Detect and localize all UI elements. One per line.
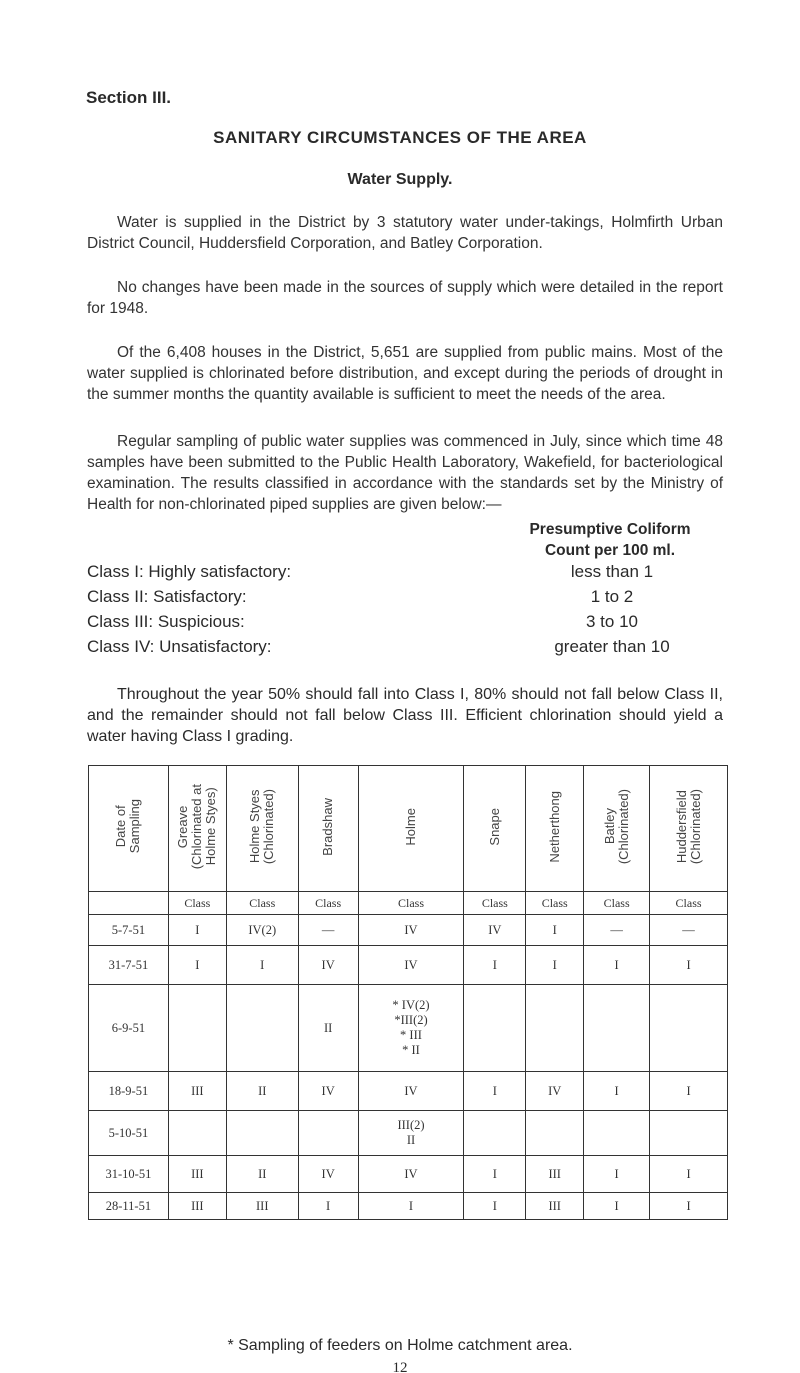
- table-cell: I: [650, 1072, 728, 1111]
- class-definition-row: [87, 637, 717, 661]
- table-cell: —: [584, 915, 650, 946]
- class-range: greater than 10: [554, 637, 670, 656]
- page-title: SANITARY CIRCUMSTANCES OF THE AREA: [213, 128, 587, 147]
- table-cell: III: [168, 1193, 226, 1220]
- table-cell: IV: [298, 1072, 358, 1111]
- table-cell: IV: [358, 1156, 464, 1193]
- table-cell: [526, 1111, 584, 1156]
- table-cell: I: [526, 915, 584, 946]
- table-cell: IV(2): [226, 915, 298, 946]
- section-label: Section III.: [86, 88, 172, 107]
- table-cell: III(2) II: [358, 1111, 464, 1156]
- class-label: Class II: Satisfactory:: [87, 587, 247, 606]
- column-header-bradshaw: Bradshaw: [298, 766, 358, 892]
- table-cell: I: [650, 946, 728, 985]
- column-header-holme-styes: Holme Styes (Chlorinated): [226, 766, 298, 892]
- class-range: 3 to 10: [586, 612, 638, 631]
- table-row: [89, 915, 728, 946]
- table-cell: [584, 985, 650, 1072]
- table-cell: —: [650, 915, 728, 946]
- column-header-huddersfield: Huddersfield (Chlorinated): [650, 766, 728, 892]
- page-number: 12: [392, 1360, 408, 1373]
- table-cell: II: [298, 985, 358, 1072]
- class-range: less than 1: [570, 562, 654, 581]
- column-header-date: Date of Sampling: [89, 766, 169, 892]
- table-cell: I: [168, 946, 226, 985]
- table-cell: III: [168, 1156, 226, 1193]
- paragraph-regular-sampling: Regular sampling of public water supplies was commenced in July, since which time 48 samples have been submitted to the Public Health Laboratory, Wakefield, for bacteriological examination. The results classified in accordance with the standards set by the Ministry of Health for non-chlorinated piped supplies are given below:—: [87, 433, 723, 513]
- table-cell: IV: [358, 946, 464, 985]
- table-cell: I: [650, 1193, 728, 1220]
- table-cell: I: [584, 946, 650, 985]
- table-cell: [650, 1111, 728, 1156]
- table-cell: I: [584, 1072, 650, 1111]
- class-range: 1 to 2: [590, 587, 634, 606]
- table-cell: I: [168, 915, 226, 946]
- table-row: [89, 985, 728, 1072]
- table-cell: I: [226, 946, 298, 985]
- paragraph-houses-supplied: Of the 6,408 houses in the District, 5,651 are supplied from public mains. Most of the water supplied is chlorinated before distribution, and except during the periods of drought in the summer months the quantity available is sufficient to meet the needs of the area.: [87, 344, 723, 403]
- table-cell: [298, 1111, 358, 1156]
- table-cell: III: [526, 1156, 584, 1193]
- table-cell: I: [464, 1156, 526, 1193]
- coliform-heading-line1: Presumptive Coliform: [529, 521, 691, 538]
- paragraph-grading-targets: Throughout the year 50% should fall into Class I, 80% should not fall below Class II, and the remainder should not fall below Class III. Efficient chlorination should yield a water having Class I grading.: [87, 686, 723, 745]
- column-header-holme: Holme: [358, 766, 464, 892]
- class-label-cell: Class: [584, 892, 650, 915]
- page-subtitle: Water Supply.: [347, 171, 453, 188]
- class-label-row: [89, 892, 728, 915]
- column-header-greave: Greave (Chlorinated at Holme Styes): [168, 766, 226, 892]
- table-row: [89, 946, 728, 985]
- table-cell: I: [650, 1156, 728, 1193]
- table-cell: I: [464, 946, 526, 985]
- table-cell: I: [464, 1072, 526, 1111]
- table-cell: I: [584, 1156, 650, 1193]
- class-label-cell: Class: [526, 892, 584, 915]
- table-cell: [226, 985, 298, 1072]
- sampling-date-cell: 5-10-51: [89, 1111, 169, 1156]
- class-definition-row: [87, 562, 717, 586]
- class-definition-row: [87, 612, 717, 636]
- table-cell: IV: [526, 1072, 584, 1111]
- table-cell: I: [298, 1193, 358, 1220]
- table-header-row: [89, 766, 728, 892]
- table-cell: [89, 892, 169, 915]
- table-cell: —: [298, 915, 358, 946]
- class-label: Class III: Suspicious:: [87, 612, 245, 631]
- class-label-cell: Class: [168, 892, 226, 915]
- table-cell: * IV(2) *III(2) * III * II: [358, 985, 464, 1072]
- table-cell: IV: [358, 1072, 464, 1111]
- table-cell: IV: [298, 946, 358, 985]
- table-cell: I: [584, 1193, 650, 1220]
- paragraph-water-undertakings: Water is supplied in the District by 3 statutory water under-takings, Holmfirth Urban District Council, Huddersfield Corporation, and Batley Corporation.: [87, 214, 723, 252]
- table-row: [89, 1193, 728, 1220]
- table-cell: II: [226, 1072, 298, 1111]
- coliform-heading-line2: Count per 100 ml.: [544, 542, 676, 559]
- class-label-cell: Class: [226, 892, 298, 915]
- class-label: Class IV: Unsatisfactory:: [87, 637, 272, 656]
- table-cell: IV: [464, 915, 526, 946]
- sampling-results-table: [88, 765, 728, 1220]
- sampling-date-cell: 28-11-51: [89, 1193, 169, 1220]
- column-header-batley: Batley (Chlorinated): [584, 766, 650, 892]
- table-cell: [650, 985, 728, 1072]
- class-label-cell: Class: [464, 892, 526, 915]
- sampling-date-cell: 5-7-51: [89, 915, 169, 946]
- class-definition-row: [87, 587, 717, 611]
- table-cell: [168, 985, 226, 1072]
- table-cell: [226, 1111, 298, 1156]
- table-cell: III: [168, 1072, 226, 1111]
- table-cell: II: [226, 1156, 298, 1193]
- column-header-snape: Snape: [464, 766, 526, 892]
- table-cell: I: [358, 1193, 464, 1220]
- table-cell: I: [464, 1193, 526, 1220]
- class-label: Class I: Highly satisfactory:: [87, 562, 292, 581]
- paragraph-no-changes: No changes have been made in the sources of supply which were detailed in the report for 1948.: [87, 279, 723, 317]
- table-cell: III: [526, 1193, 584, 1220]
- class-label-cell: Class: [650, 892, 728, 915]
- table-row: [89, 1156, 728, 1193]
- table-row: [89, 1111, 728, 1156]
- table-cell: [464, 985, 526, 1072]
- table-cell: III: [226, 1193, 298, 1220]
- table-cell: [584, 1111, 650, 1156]
- class-label-cell: Class: [298, 892, 358, 915]
- sampling-date-cell: 18-9-51: [89, 1072, 169, 1111]
- table-footnote: * Sampling of feeders on Holme catchment area.: [227, 1337, 573, 1354]
- table-cell: [168, 1111, 226, 1156]
- table-cell: I: [526, 946, 584, 985]
- sampling-date-cell: 31-10-51: [89, 1156, 169, 1193]
- column-header-netherthong: Netherthong: [526, 766, 584, 892]
- table-cell: IV: [358, 915, 464, 946]
- sampling-date-cell: 6-9-51: [89, 985, 169, 1072]
- table-row: [89, 1072, 728, 1111]
- sampling-date-cell: 31-7-51: [89, 946, 169, 985]
- table-cell: IV: [298, 1156, 358, 1193]
- coliform-heading: [470, 519, 750, 561]
- table-cell: [526, 985, 584, 1072]
- class-label-cell: Class: [358, 892, 464, 915]
- table-cell: [464, 1111, 526, 1156]
